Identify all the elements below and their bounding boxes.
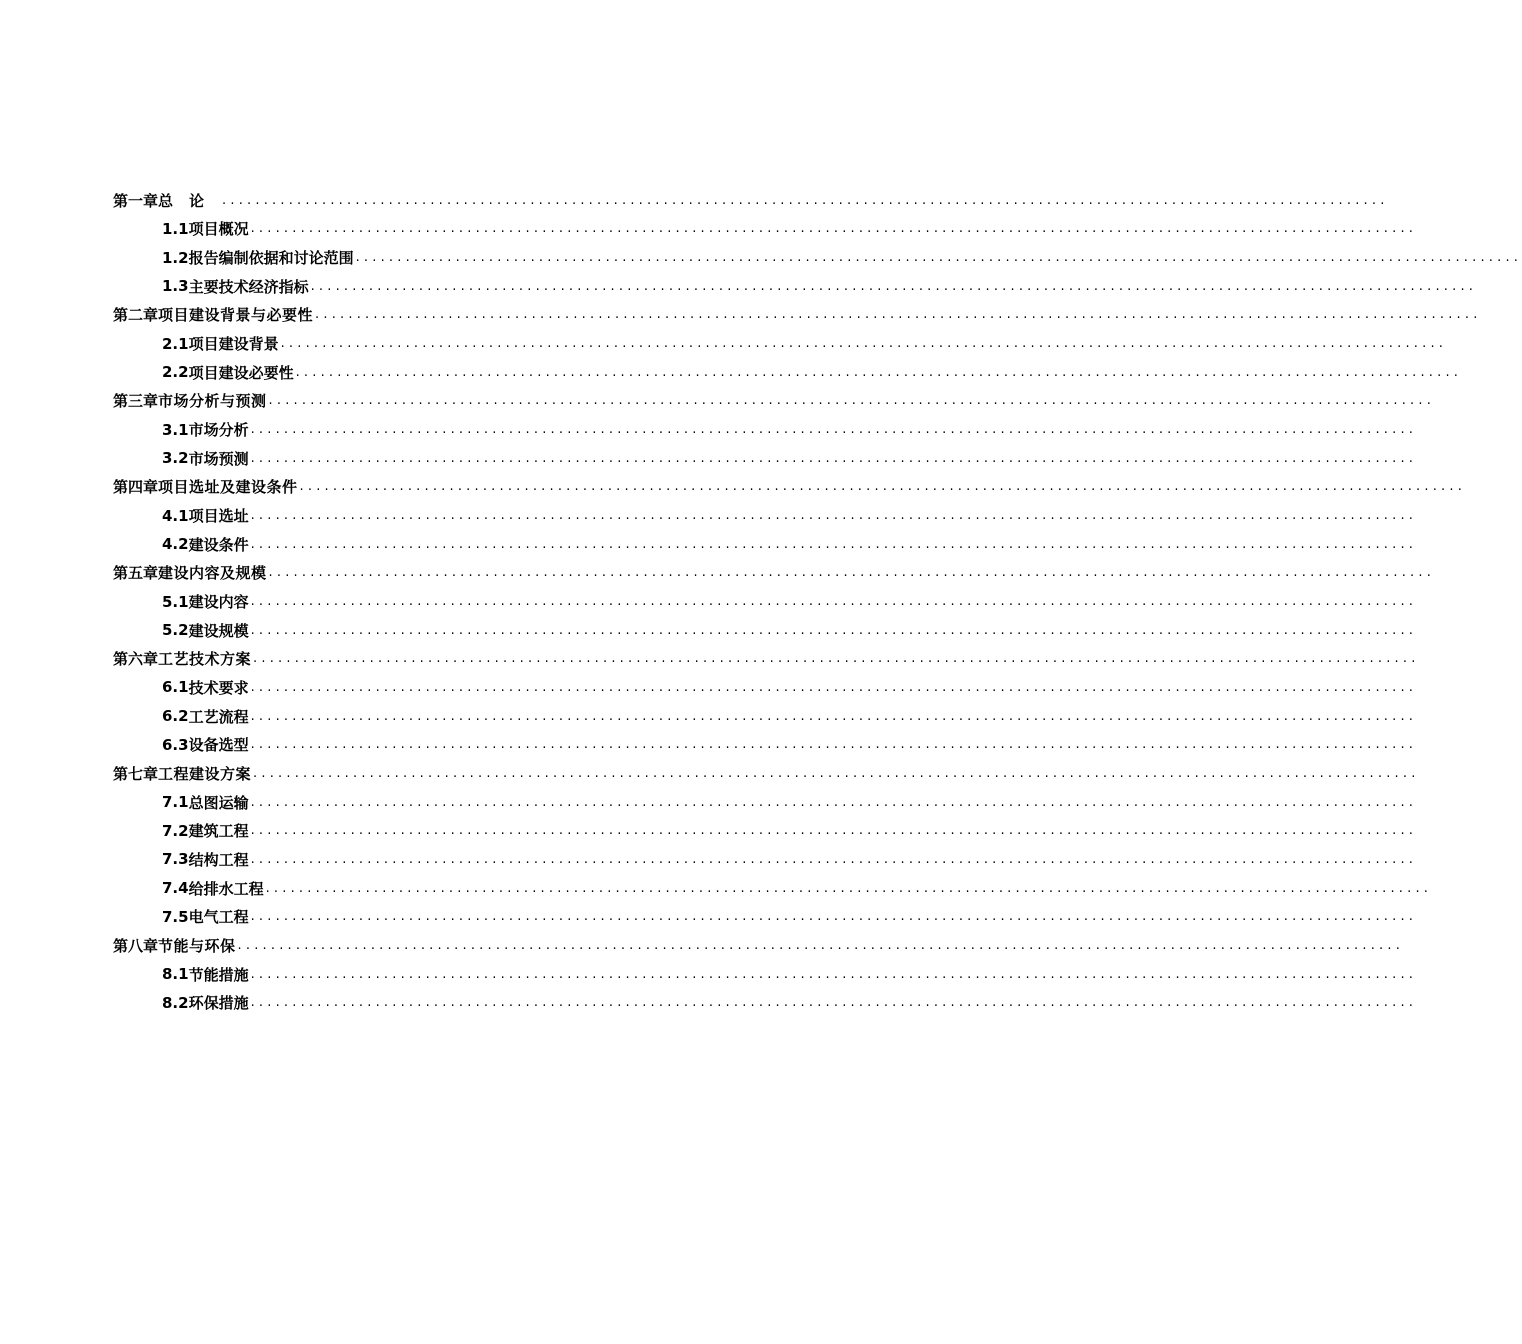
toc-chapter-2[interactable] xyxy=(113,301,1482,330)
section-number: 6.3 xyxy=(162,735,189,754)
toc-section-2-2[interactable] xyxy=(113,358,1463,387)
dot-leader: ............................................................................................................................................ xyxy=(250,622,1418,638)
dot-leader: ............................................................................................................................................ xyxy=(299,479,1467,495)
section-title: 项目选址 xyxy=(188,507,249,526)
dot-leader: ............................................................................................................................................ xyxy=(250,851,1418,867)
section-title: 市场预测 xyxy=(188,449,249,468)
section-title: 结构工程 xyxy=(188,850,249,869)
chapter-label: 第四章 xyxy=(113,478,159,497)
toc-chapter-4[interactable] xyxy=(113,473,1467,502)
section-title: 工艺流程 xyxy=(188,707,249,726)
dot-leader: ............................................................................................................................................ xyxy=(250,679,1418,695)
toc-section-7-2[interactable] xyxy=(113,816,1418,845)
dot-leader: ............................................................................................................................................ xyxy=(222,192,1389,208)
section-title: 项目概况 xyxy=(188,220,249,239)
toc-section-5-2[interactable] xyxy=(113,616,1418,645)
section-title: 设备选型 xyxy=(188,736,249,755)
section-number: 7.2 xyxy=(162,821,189,840)
section-title: 主要技术经济指标 xyxy=(188,277,309,296)
toc-section-7-1[interactable] xyxy=(113,788,1418,817)
section-number: 1.1 xyxy=(162,219,189,238)
dot-leader: ............................................................................................................................................ xyxy=(253,651,1420,667)
section-number: 4.2 xyxy=(162,535,189,554)
section-number: 1.3 xyxy=(162,277,189,296)
dot-leader: ............................................................................................................................................ xyxy=(280,336,1448,352)
toc-section-8-2[interactable] xyxy=(113,988,1418,1017)
chapter-title: 建设内容及规模 xyxy=(158,564,267,583)
toc-section-7-4[interactable] xyxy=(113,874,1433,903)
toc-chapter-7[interactable] xyxy=(113,759,1420,788)
toc-section-7-3[interactable] xyxy=(113,845,1418,874)
chapter-label: 第三章 xyxy=(113,392,159,411)
section-title: 项目建设背景 xyxy=(188,335,279,354)
dot-leader: ............................................................................................................................................ xyxy=(268,393,1436,409)
toc-section-6-2[interactable] xyxy=(113,702,1418,731)
chapter-label: 第八章 xyxy=(113,936,159,955)
toc-chapter-1[interactable] xyxy=(113,186,1389,215)
dot-leader: ............................................................................................................................................ xyxy=(250,823,1418,839)
dot-leader: ............................................................................................................................................ xyxy=(253,765,1420,781)
chapter-label: 第七章 xyxy=(113,764,159,783)
toc-section-8-1[interactable] xyxy=(113,960,1418,989)
section-number: 7.1 xyxy=(162,793,189,812)
section-number: 8.1 xyxy=(162,965,189,984)
section-number: 6.2 xyxy=(162,707,189,726)
section-title: 技术要求 xyxy=(188,678,249,697)
section-number: 8.2 xyxy=(162,993,189,1012)
toc-section-7-5[interactable] xyxy=(113,902,1418,931)
section-title: 建筑工程 xyxy=(188,822,249,841)
chapter-title: 工程建设方案 xyxy=(158,764,252,783)
section-number: 3.2 xyxy=(162,449,189,468)
dot-leader: ............................................................................................................................................ xyxy=(237,937,1405,953)
section-number: 7.3 xyxy=(162,850,189,869)
toc-chapter-3[interactable] xyxy=(113,387,1436,416)
toc-chapter-6[interactable] xyxy=(113,645,1420,674)
dot-leader: ............................................................................................................................................ xyxy=(250,536,1418,552)
dot-leader: ............................................................................................................................................ xyxy=(315,307,1482,323)
toc-section-6-1[interactable] xyxy=(113,673,1418,702)
section-title: 项目建设必要性 xyxy=(188,363,294,382)
section-number: 2.1 xyxy=(162,334,189,353)
section-number: 5.2 xyxy=(162,621,189,640)
chapter-label: 第二章 xyxy=(113,306,159,325)
dot-leader: ............................................................................................................................................ xyxy=(250,708,1418,724)
chapter-label: 第一章 xyxy=(113,191,159,210)
chapter-title: 总论 xyxy=(158,191,221,210)
toc-section-1-1[interactable] xyxy=(113,215,1418,244)
section-number: 6.1 xyxy=(162,678,189,697)
chapter-label: 第六章 xyxy=(113,650,159,669)
toc-section-4-1[interactable] xyxy=(113,501,1418,530)
dot-leader: ............................................................................................................................................ xyxy=(250,995,1418,1011)
section-number: 4.1 xyxy=(162,506,189,525)
section-title: 节能措施 xyxy=(188,965,249,984)
dot-leader: ............................................................................................................................................ xyxy=(250,737,1418,753)
dot-leader: ............................................................................................................................................ xyxy=(250,508,1418,524)
table-of-contents xyxy=(113,186,1522,1017)
toc-chapter-8[interactable] xyxy=(113,931,1405,960)
dot-leader: ............................................................................................................................................ xyxy=(310,278,1478,294)
dot-leader: ............................................................................................................................................ xyxy=(250,966,1418,982)
section-title: 给排水工程 xyxy=(188,879,264,898)
dot-leader: ............................................................................................................................................ xyxy=(268,565,1436,581)
dot-leader: ............................................................................................................................................ xyxy=(295,364,1463,380)
toc-section-1-2[interactable] xyxy=(113,243,1522,272)
dot-leader: ............................................................................................................................................ xyxy=(355,250,1522,266)
dot-leader: ............................................................................................................................................ xyxy=(250,422,1418,438)
dot-leader: ............................................................................................................................................ xyxy=(250,450,1418,466)
dot-leader: ............................................................................................................................................ xyxy=(265,880,1433,896)
toc-section-3-1[interactable] xyxy=(113,415,1418,444)
section-number: 3.1 xyxy=(162,420,189,439)
section-title: 电气工程 xyxy=(188,908,249,927)
section-title: 报告编制依据和讨论范围 xyxy=(188,249,354,268)
chapter-title: 节能与环保 xyxy=(158,936,236,955)
toc-chapter-5[interactable] xyxy=(113,559,1436,588)
section-title: 总图运输 xyxy=(188,793,249,812)
section-title: 环保措施 xyxy=(188,994,249,1013)
chapter-title: 市场分析与预测 xyxy=(158,392,267,411)
section-title: 建设内容 xyxy=(188,593,249,612)
chapter-label: 第五章 xyxy=(113,564,159,583)
toc-section-1-3[interactable] xyxy=(113,272,1478,301)
section-title: 建设规模 xyxy=(188,621,249,640)
dot-leader: ............................................................................................................................................ xyxy=(250,221,1418,237)
section-number: 2.2 xyxy=(162,363,189,382)
toc-section-5-1[interactable] xyxy=(113,587,1418,616)
toc-section-2-1[interactable] xyxy=(113,329,1448,358)
chapter-title: 工艺技术方案 xyxy=(158,650,252,669)
section-number: 7.4 xyxy=(162,879,189,898)
chapter-title: 项目选址及建设条件 xyxy=(158,478,298,497)
section-number: 5.1 xyxy=(162,592,189,611)
section-number: 1.2 xyxy=(162,248,189,267)
toc-section-4-2[interactable] xyxy=(113,530,1418,559)
dot-leader: ............................................................................................................................................ xyxy=(250,909,1418,925)
chapter-title: 项目建设背景与必要性 xyxy=(158,306,314,325)
toc-section-6-3[interactable] xyxy=(113,730,1418,759)
dot-leader: ............................................................................................................................................ xyxy=(250,794,1418,810)
section-title: 建设条件 xyxy=(188,535,249,554)
section-number: 7.5 xyxy=(162,907,189,926)
dot-leader: ............................................................................................................................................ xyxy=(250,594,1418,610)
toc-section-3-2[interactable] xyxy=(113,444,1418,473)
section-title: 市场分析 xyxy=(188,421,249,440)
